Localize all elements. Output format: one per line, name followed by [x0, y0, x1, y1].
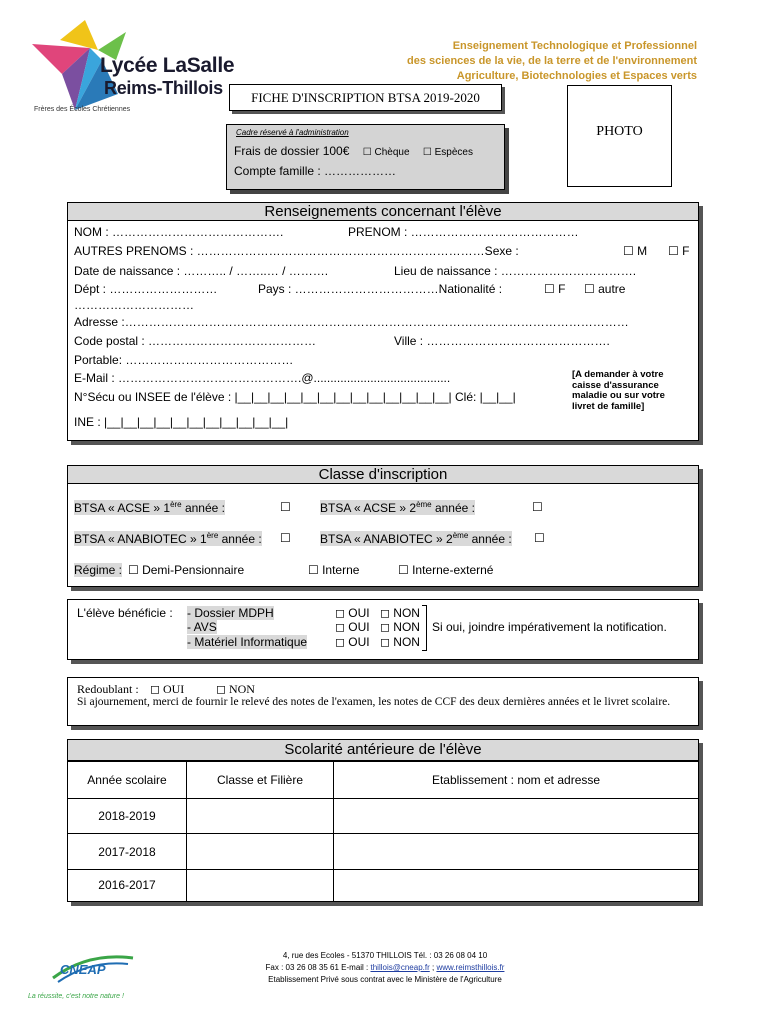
ine-field[interactable]: INE : |__|__|__|__|__|__|__|__|__|__|__|	[74, 415, 289, 429]
frais-label: Frais de dossier 100€	[234, 144, 350, 158]
dept-continuation: …………………………	[74, 298, 194, 312]
mdph-oui-checkbox[interactable]: ◻ OUI	[335, 606, 370, 620]
nationalite-f-checkbox[interactable]: ☐ F	[544, 282, 566, 296]
code-postal-field[interactable]: Code postal : ……………………………………	[74, 334, 317, 348]
section-classe	[67, 465, 699, 587]
nationalite-autre-checkbox[interactable]: ☐ autre	[584, 282, 626, 296]
email-field[interactable]: E-Mail : ……………………………………….@.........................................	[74, 371, 451, 385]
anabiotec-2-checkbox[interactable]: ☐	[534, 531, 545, 545]
footer-separator: ;	[429, 963, 437, 972]
beneficie-label: L'élève bénéficie :	[77, 606, 173, 620]
sexe-m-checkbox[interactable]: ☐ M	[623, 244, 648, 258]
section-beneficie	[67, 599, 699, 660]
org-line-1: Enseignement Technologique et Professionnel	[452, 40, 697, 52]
scolarite-table	[68, 761, 698, 901]
photo-box: PHOTO	[567, 85, 672, 187]
row-etab-cell[interactable]	[334, 834, 699, 870]
anabiotec-1-label: BTSA « ANABIOTEC » 1ère année :	[74, 531, 262, 546]
admin-frais	[234, 144, 473, 158]
interne-checkbox[interactable]: ☐ Interne	[308, 563, 360, 577]
cneap-logo-text: CNEAP	[60, 962, 106, 977]
date-naissance-field[interactable]: Date de naissance : ……….. / ……..… / ……….	[74, 264, 329, 278]
redoublant-non-checkbox[interactable]: ◻ NON	[216, 682, 255, 696]
row-classe-cell[interactable]	[187, 799, 334, 834]
regime-label: Régime :	[74, 563, 123, 577]
col-classe-header: Classe et Filière	[187, 762, 334, 799]
logo-subtitle: Reims-Thillois	[104, 78, 223, 98]
demi-pensionnaire-checkbox[interactable]: ☐ Demi-Pensionnaire	[128, 563, 245, 577]
pays-field[interactable]: Pays : ………………………………Nationalité :	[258, 282, 503, 296]
col-annee-header: Année scolaire	[68, 762, 187, 799]
footer-address: 4, rue des Ecoles - 51370 THILLOIS Tél. : 03 26 08 04 10	[282, 951, 488, 960]
especes-checkbox[interactable]: ☐ Espèces	[422, 147, 473, 158]
compte-famille: Compte famille : ………………	[234, 164, 397, 178]
cheque-checkbox[interactable]: ☐ Chèque	[362, 147, 410, 158]
footer-ministere: Etablissement Privé sous contrat avec le Ministère de l'Agriculture	[268, 975, 502, 984]
redoublant-label: Redoublant :	[77, 682, 139, 696]
form-title: FICHE D'INSCRIPTION BTSA 2019-2020	[229, 84, 502, 111]
footer-fax: Fax : 03 26 08 35 61 E-mail :	[265, 963, 371, 972]
row-annee: 2016-2017	[68, 870, 187, 901]
portable-field[interactable]: Portable: ……………………………………	[74, 353, 294, 367]
bracket	[422, 605, 427, 651]
avs-non-checkbox[interactable]: ◻ NON	[380, 620, 420, 634]
table-header-row	[68, 762, 698, 799]
adresse-field[interactable]: Adresse :………………………………………………………………………………………………………………	[74, 315, 629, 329]
section-scolarite	[67, 739, 699, 902]
row-annee: 2018-2019	[68, 799, 187, 834]
acse-1-label: BTSA « ACSE » 1ère année :	[74, 500, 225, 515]
redoublant-text: Si ajournement, merci de fournir le relevé des notes de l'examen, les notes de CCF des deux dernières années et le livret scolaire.	[77, 696, 671, 708]
lieu-naissance-field[interactable]: Lieu de naissance : …………………………….	[394, 264, 637, 278]
materiel-non-checkbox[interactable]: ◻ NON	[380, 635, 420, 649]
mdph-label: - Dossier MDPH	[187, 606, 274, 620]
cneap-tagline: La réussite, c'est notre nature !	[28, 993, 124, 1000]
table-row	[68, 834, 698, 870]
row-annee: 2017-2018	[68, 834, 187, 870]
interne-externe-checkbox[interactable]: ☐ Interne-externé	[398, 563, 494, 577]
secu-field[interactable]: N°Sécu ou INSEE de l'élève : |__|__|__|__|__|__|__|__|__|__|__|__|__| Clé: |__|__|	[74, 390, 516, 404]
avs-oui-checkbox[interactable]: ◻ OUI	[335, 620, 370, 634]
col-etab-header: Etablissement : nom et adresse	[334, 762, 699, 799]
secu-note: [A demander à votre caisse d'assurance maladie ou sur votre livret de famille]	[572, 369, 665, 412]
admin-tag: Cadre réservé à l'administration	[236, 128, 349, 137]
redoublant-oui-checkbox[interactable]: ◻ OUI	[150, 682, 185, 696]
sexe-f-checkbox[interactable]: ☐ F	[668, 244, 690, 258]
section-eleve	[67, 202, 699, 441]
notification-note: Si oui, joindre impérativement la notification.	[432, 620, 667, 634]
admin-box	[226, 124, 505, 190]
mdph-non-checkbox[interactable]: ◻ NON	[380, 606, 420, 620]
section-redoublant	[67, 677, 699, 726]
row-etab-cell[interactable]	[334, 870, 699, 901]
row-classe-cell[interactable]	[187, 870, 334, 901]
footer-email-link[interactable]: thillois@cneap.fr	[370, 963, 430, 972]
table-row	[68, 799, 698, 834]
org-line-2: des sciences de la vie, de la terre et de l'environnement	[407, 55, 697, 67]
org-line-3: Agriculture, Biotechnologies et Espaces verts	[456, 70, 697, 82]
avs-label: - AVS	[187, 620, 217, 634]
logo-name: Lycée LaSalle	[100, 54, 235, 77]
acse-2-label: BTSA « ACSE » 2ème année :	[320, 500, 475, 515]
anabiotec-2-label: BTSA « ANABIOTEC » 2ème année :	[320, 531, 512, 546]
anabiotec-1-checkbox[interactable]: ☐	[280, 531, 291, 545]
acse-1-checkbox[interactable]: ☐	[280, 500, 291, 514]
dept-field[interactable]: Dépt : ………………………	[74, 282, 218, 296]
ville-field[interactable]: Ville : ……………………………………….	[394, 334, 610, 348]
row-etab-cell[interactable]	[334, 799, 699, 834]
materiel-oui-checkbox[interactable]: ◻ OUI	[335, 635, 370, 649]
section-classe-heading: Classe d'inscription	[68, 466, 698, 484]
autres-prenoms-field[interactable]: AUTRES PRENOMS : ………………………………………………………………Sexe :	[74, 244, 519, 258]
table-row	[68, 870, 698, 901]
materiel-label: - Matériel Informatique	[187, 635, 308, 649]
row-classe-cell[interactable]	[187, 834, 334, 870]
section-eleve-heading: Renseignements concernant l'élève	[68, 203, 698, 221]
acse-2-checkbox[interactable]: ☐	[532, 500, 543, 514]
footer-web-link[interactable]: www.reimsthillois.fr	[436, 963, 505, 972]
logo-tagline: Frères des Écoles Chrétiennes	[34, 106, 131, 113]
nom-field[interactable]: NOM : …………………………………….	[74, 225, 284, 239]
section-scolarite-heading: Scolarité antérieure de l'élève	[68, 740, 698, 761]
prenom-field[interactable]: PRENOM : ……………………………………	[348, 225, 579, 239]
